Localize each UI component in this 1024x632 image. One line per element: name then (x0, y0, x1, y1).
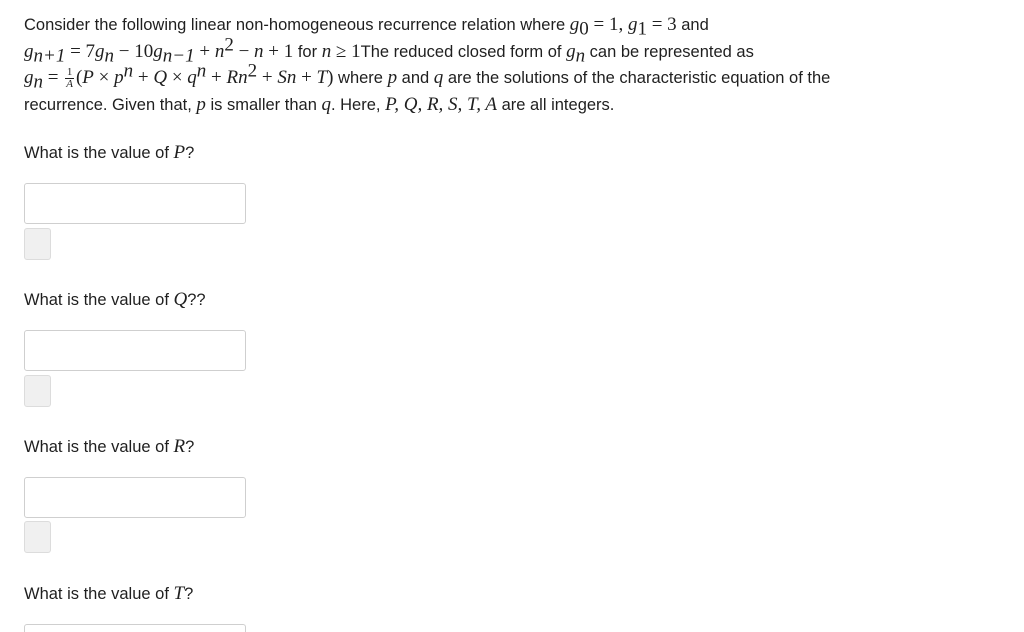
check-button-q[interactable] (24, 375, 51, 407)
math-var: g (153, 40, 163, 62)
answer-input-p[interactable] (24, 183, 246, 224)
problem-text: is smaller than (205, 95, 322, 114)
math-expr: ) (327, 67, 334, 88)
math-var: g (566, 40, 576, 62)
problem-line-3 (24, 60, 1004, 93)
math-sub: n−1 (162, 44, 195, 66)
problem-line-2 (24, 34, 1004, 66)
problem-text: where (333, 69, 388, 87)
question-var: T (173, 583, 185, 604)
math-var: Rn (226, 67, 248, 88)
math-sup: n (123, 60, 134, 82)
math-var: g (95, 40, 105, 62)
problem-text: The reduced closed form of (360, 42, 567, 61)
fraction-denominator: A (66, 78, 73, 91)
math-expr: × (167, 67, 188, 88)
math-var: g (569, 14, 580, 35)
math-var: Sn (277, 67, 297, 88)
math-var: q (321, 93, 331, 115)
math-sup: 2 (247, 60, 258, 82)
question-label (24, 289, 624, 311)
math-sup: n (196, 60, 207, 82)
math-var: T (316, 67, 328, 88)
question-var: R (173, 436, 186, 457)
problem-line-4 (24, 92, 1004, 119)
math-expr: + (296, 67, 317, 88)
math-var: p (196, 93, 206, 115)
math-var: n (321, 40, 332, 62)
question-suffix: ? (184, 585, 194, 603)
question-suffix: ? (185, 144, 195, 162)
question-var: Q (173, 289, 188, 310)
problem-text: are the solutions of the characteristic equation of the (443, 69, 831, 87)
math-expr: − 10 (114, 40, 154, 62)
problem-text: Consider the following linear non-homogeneous recurrence relation where (24, 16, 570, 34)
math-var: n (254, 40, 264, 62)
question-r (24, 436, 624, 458)
math-var: P (82, 67, 94, 88)
math-var: q (187, 67, 197, 88)
question-suffix: ? (185, 438, 195, 456)
problem-text: . Here, (330, 95, 386, 114)
problem-line-1 (24, 12, 1004, 39)
problem-text: and (676, 16, 709, 34)
math-sub: 1 (637, 18, 647, 40)
math-expr: = 3 (646, 14, 677, 35)
math-expr: − (233, 40, 255, 62)
problem-text: can be represented as (585, 42, 754, 61)
math-expr: ( (75, 67, 83, 88)
math-var: g (24, 40, 34, 62)
math-sub: n (104, 44, 115, 66)
problem-text: and (397, 69, 434, 87)
math-var: n (214, 40, 225, 62)
answer-input-t[interactable] (24, 624, 246, 632)
math-expr: + 1 (263, 40, 294, 62)
problem-text: are all integers. (496, 95, 615, 114)
math-expr: = 1, (588, 14, 628, 35)
question-label (24, 436, 624, 458)
question-p (24, 142, 624, 164)
math-sub: 0 (579, 18, 589, 40)
question-label (24, 142, 624, 164)
math-var: p (114, 67, 124, 88)
math-sub: n (575, 44, 586, 66)
question-text: What is the value of (24, 438, 174, 456)
check-button-p[interactable] (24, 228, 51, 260)
math-expr: + (257, 67, 278, 88)
math-expr: ≥ 1 (331, 40, 361, 62)
fraction (65, 67, 74, 90)
question-t (24, 583, 624, 605)
problem-text: recurrence. Given that, (24, 95, 197, 114)
math-var: g (627, 14, 638, 35)
math-expr: + (133, 67, 154, 88)
math-var: q (433, 67, 444, 88)
math-expr: + (206, 67, 227, 88)
math-var: p (387, 67, 398, 88)
question-label (24, 583, 624, 605)
question-var: P (173, 142, 186, 163)
answer-input-q[interactable] (24, 330, 246, 371)
fraction-numerator: 1 (66, 66, 73, 79)
math-sup: 2 (224, 34, 234, 55)
math-expr: × (93, 67, 115, 88)
math-var: Q (153, 67, 168, 88)
question-text: What is the value of (24, 585, 174, 603)
problem-statement (24, 12, 1004, 118)
math-expr: = 7 (65, 40, 96, 62)
math-expr: = (43, 67, 64, 88)
math-sub: n (33, 71, 43, 93)
question-text: What is the value of (24, 291, 174, 309)
answer-input-r[interactable] (24, 477, 246, 518)
question-q (24, 289, 624, 311)
math-var: g (24, 67, 34, 88)
question-suffix: ?? (187, 291, 206, 309)
problem-text: for (293, 42, 322, 61)
math-expr: + (194, 40, 215, 62)
check-button-r[interactable] (24, 521, 51, 553)
question-text: What is the value of (24, 144, 174, 162)
math-sub: n+1 (33, 44, 66, 66)
math-var-list: P, Q, R, S, T, A (385, 93, 497, 115)
